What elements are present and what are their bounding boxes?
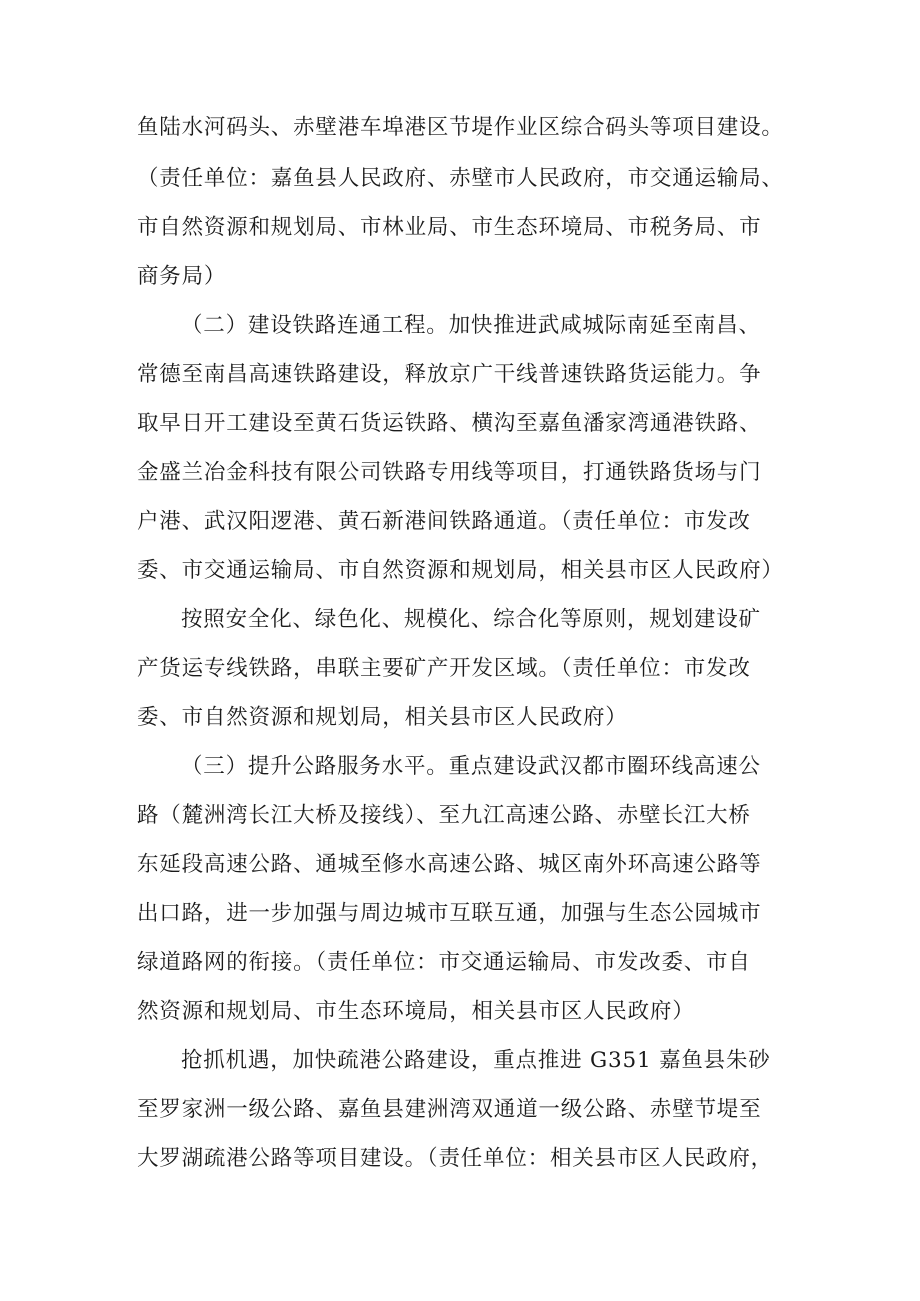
text-line-4: 商务局） [137, 264, 227, 289]
text-line-2: （责任单位：嘉鱼县人民政府、赤壁市人民政府，市交通运输局、 [137, 166, 784, 191]
text-line-7: 取早日开工建设至黄石货运铁路、横沟至嘉鱼潘家湾通港铁路、 [137, 411, 762, 436]
text-line-5: （二）建设铁路连通工程。加快推进武咸城际南延至南昌、 [181, 313, 761, 338]
text-line-8: 金盛兰冶金科技有限公司铁路专用线等项目，打通铁路货场与门 [137, 460, 762, 485]
text-line-14: （三）提升公路服务水平。重点建设武汉都市圈环线高速公 [181, 754, 761, 779]
text-line-6: 常德至南昌高速铁路建设，释放京广干线普速铁路货运能力。争 [137, 362, 762, 387]
text-line-17: 出口路，进一步加强与周边城市互联互通，加强与生态公园城市 [137, 901, 762, 926]
text-line-3: 市自然资源和规划局、市林业局、市生态环境局、市税务局、市 [137, 215, 762, 240]
text-line-15: 路（麓洲湾长江大桥及接线）、至九江高速公路、赤壁长江大桥 [137, 803, 751, 828]
text-line-9: 户港、武汉阳逻港、黄石新港间铁路通道。（责任单位：市发改 [137, 509, 751, 534]
text-line-21: 至罗家洲一级公路、嘉鱼县建洲湾双通道一级公路、赤壁节堤至 [137, 1097, 762, 1122]
text-line-20: 抢抓机遇，加快疏港公路建设，重点推进 G351 嘉鱼县朱砂 [181, 1048, 771, 1073]
text-line-1: 鱼陆水河码头、赤壁港车埠港区节堤作业区综合码头等项目建设。 [137, 115, 784, 140]
text-line-18: 绿道路网的衔接。（责任单位：市交通运输局、市发改委、市自 [137, 950, 751, 975]
text-line-11: 按照安全化、绿色化、规模化、综合化等原则，规划建设矿 [181, 607, 761, 632]
text-line-16: 东延段高速公路、通城至修水高速公路、城区南外环高速公路等 [137, 852, 762, 877]
text-line-13: 委、市自然资源和规划局，相关县市区人民政府） [137, 705, 628, 730]
text-line-22: 大罗湖疏港公路等项目建设。（责任单位：相关县市区人民政府， [137, 1146, 773, 1171]
text-line-12: 产货运专线铁路，串联主要矿产开发区域。（责任单位：市发改 [137, 656, 751, 681]
text-line-10: 委、市交通运输局、市自然资源和规划局，相关县市区人民政府） [137, 558, 784, 583]
text-line-19: 然资源和规划局、市生态环境局，相关县市区人民政府） [137, 999, 695, 1024]
